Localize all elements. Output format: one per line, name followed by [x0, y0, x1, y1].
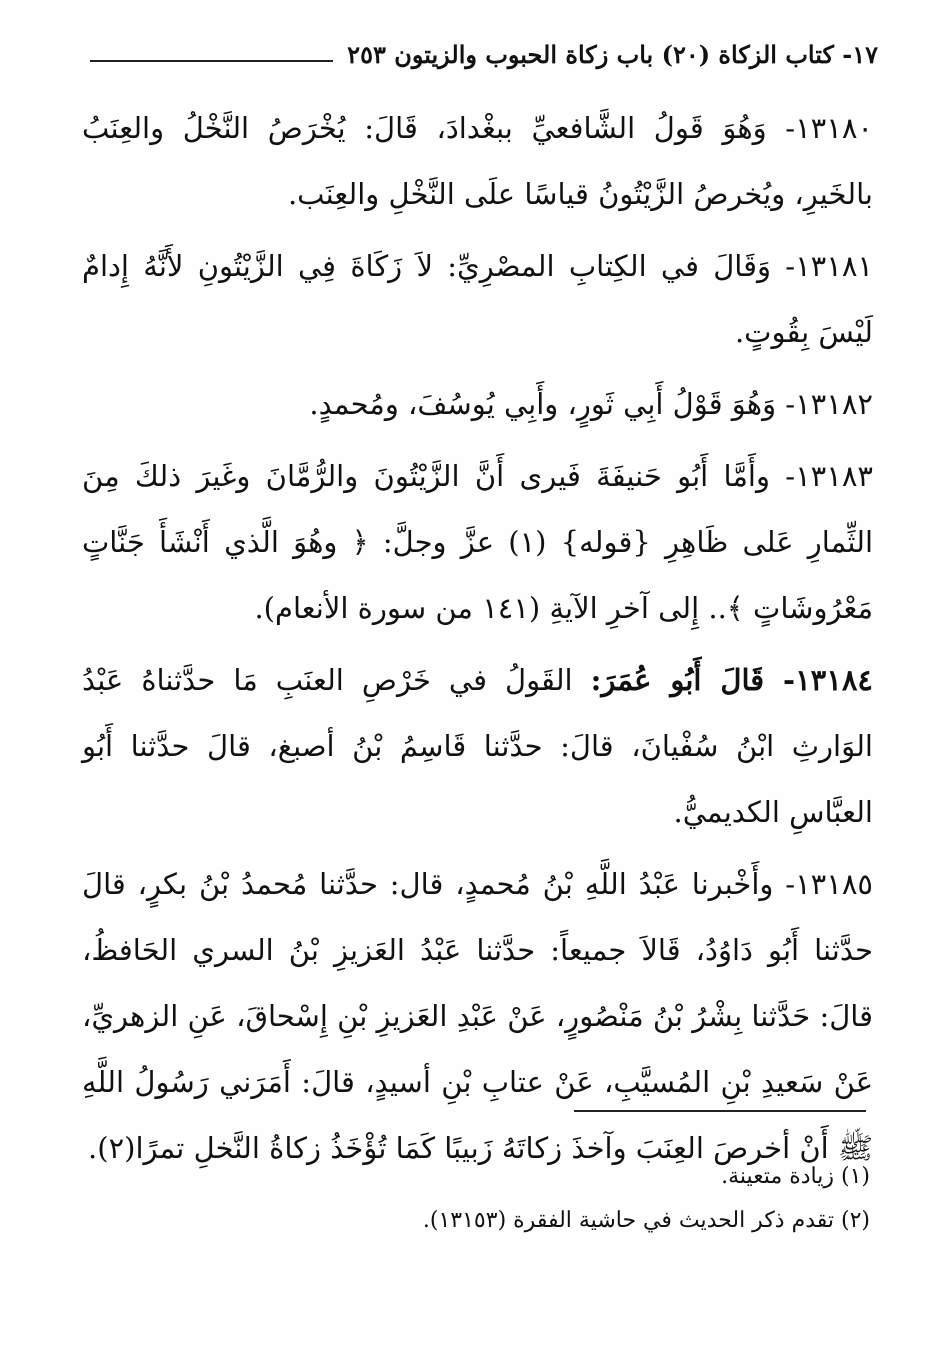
paragraph-lead: ١٣١٨٤- قَالَ أَبُو عُمَرَ: [590, 663, 873, 697]
header-title: ١٧- كتاب الزكاة (٢٠) باب زكاة الحبوب والزيتون ٢٥٣ [347, 39, 878, 69]
paragraph-body: القَولُ في خَرْصِ العنَبِ مَا حدَّثناهُ عَبْدُ الوَارثِ ابْنُ سُفْيانَ، قالَ: حدَّثنا قَاسِمُ بْنُ أصبغ، قالَ حدَّثنا أَبُو العبَّاسِ الكديميُّ. [82, 663, 873, 829]
footnote-1: (١) زيادة متعينة. [721, 1164, 870, 1189]
footnotes [90, 1155, 870, 1243]
running-header [90, 34, 878, 74]
header-rule [90, 60, 333, 62]
paragraph-13185: ١٣١٨٥- وأَخْبرنا عَبْدُ اللَّهِ بْنُ مُحمدٍ، قال: حدَّثنا مُحمدُ بْنُ بكرٍ، قالَ حدَّثنا أَبُو دَاوُدُ، قَالاَ جميعاً: حدَّثنا عَبْدُ العَزيزِ بْنُ السري الحَافظُ، قالَ: حَدَّثنا بِشْرُ بْنُ مَنْصُورٍ، عَنْ عَبْدِ العَزيزِ بْنِ إِسْحاقَ، عَنِ الزهريِّ، عَنْ سَعيدِ بْنِ المُسيَّبِ، عَنْ عتابِ بْنِ أسيدٍ، قالَ: أَمَرَني رَسُولُ اللَّهِ ﷺ أَنْ أخرصَ العِنَبَ وآخذَ زكاتَهُ زَبيبًا كَمَا تُؤْخَذُ زكاةُ النَّخلِ تمرًا(٢). [82, 867, 873, 1165]
paragraph-13180: ١٣١٨٠- وَهُوَ قَولُ الشَّافعيِّ ببغْدادَ، قَالَ: يُخْرَصُ النَّخْلُ والعِنَبُ بالخَيرِ، ويُخرصُ الزَّيْتُونُ قياسًا علَى النَّخْلِ والعِنَب. [82, 111, 873, 211]
footnote-separator [574, 1110, 866, 1112]
footnote-2: (٢) تقدم ذكر الحديث في حاشية الفقرة (١٣١٥٣). [422, 1208, 870, 1233]
paragraph-13183: ١٣١٨٣- وأَمَّا أَبُو حَنيفَةَ فَيرى أَنَّ الزَّيْتُونَ والرُّمَّانَ وغَيرَ ذلكَ مِنَ الثِّمارِ عَلى ظَاهِرِ {قوله} (١) عزَّ وجلَّ: ﴿ وهُوَ الَّذي أَنْشَأَ جَنَّاتٍ مَعْرُوشَاتٍ ﴾.. إِلى آخرِ الآيةِ (١٤١ من سورة الأنعام). [82, 459, 873, 625]
paragraph-13182: ١٣١٨٢- وَهُوَ قَوْلُ أَبِي ثَورٍ، وأَبِي يُوسُفَ، ومُحمدٍ. [309, 387, 873, 421]
main-text [82, 95, 873, 1187]
paragraph-13184 [82, 647, 873, 845]
paragraph-13181: ١٣١٨١- وَقَالَ في الكِتابِ المصْرِيِّ: لاَ زَكَاةَ فِي الزَّيْتُونِ لأَنَّهُ إِدامٌ لَيْسَ بِقُوتٍ. [82, 249, 873, 349]
